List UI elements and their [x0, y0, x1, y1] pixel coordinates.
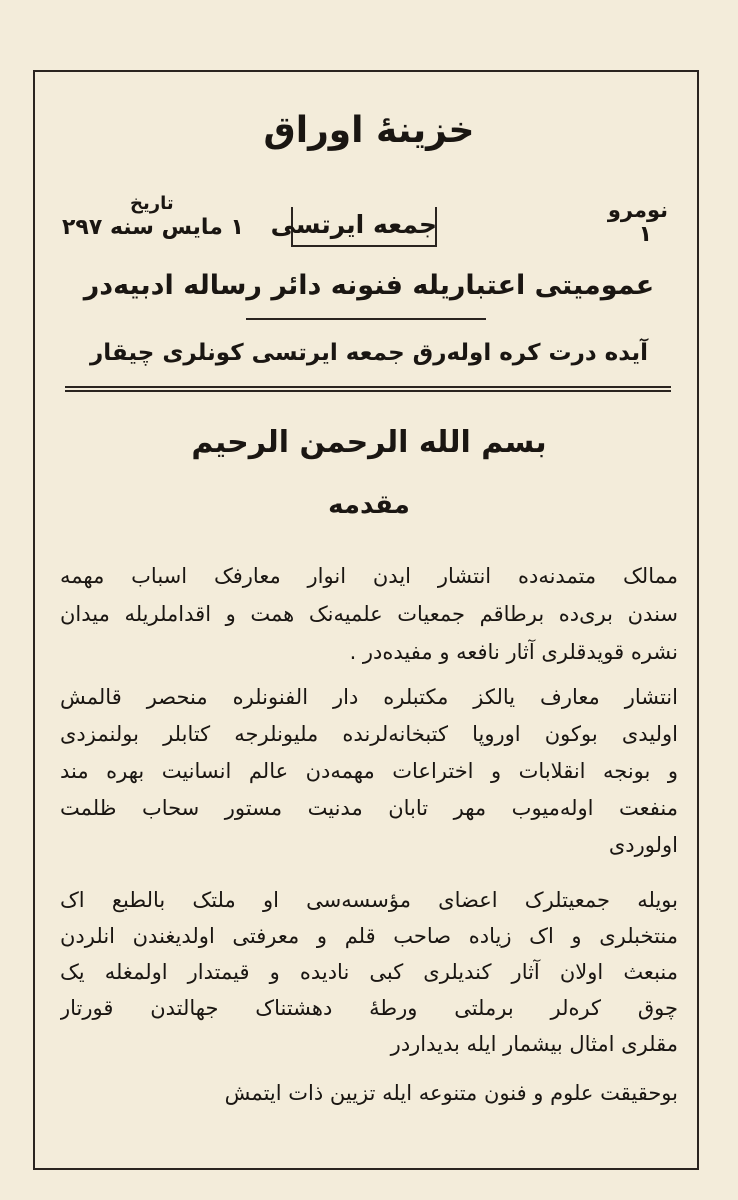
- issue-label: نومرو: [607, 198, 668, 222]
- paragraph-4-line-1: بوحقیقت علوم و فنون متنوعه ایله تزیین ذات ایتمش: [224, 1081, 678, 1105]
- paragraph-3-line-4: چوق کره‌لر برملتی ورطهٔ دهشتناک جهالتدن قورتار: [60, 996, 678, 1020]
- paragraph-2-line-5: اولوردی: [608, 833, 678, 857]
- issue-number: ١: [638, 222, 652, 247]
- paragraph-3-line-1: بویله جمعیتلرک اعضای مؤسسه‌سی او ملتک بالطبع اک: [60, 888, 678, 912]
- paragraph-1-line-2: سندن بری‌ده برطاقم جمعیات علمیه‌نک همت و اقداملریله میدان: [60, 602, 678, 626]
- subtitle: عمومیتی اعتباریله فنونه دائر رساله ادبیه‌در: [83, 270, 655, 301]
- section-heading: مقدمه: [328, 490, 410, 520]
- publication-frequency: آیده درت کره اوله‌رق جمعه ایرتسی کونلری چیقار: [89, 340, 649, 366]
- paragraph-3-line-5: مقلری امثال بیشمار ایله بدیداردر: [390, 1032, 678, 1056]
- paragraph-2-line-4: منفعت اوله‌میوب مهر تابان مدنیت مستور سحاب ظلمت: [60, 796, 678, 820]
- basmala: بسم الله الرحمن الرحیم: [191, 425, 547, 460]
- date-text: ١ مایس سنه ٢٩٧: [62, 215, 244, 240]
- paragraph-1-line-3: نشره قویدقلری آثار نافعه و مفیده‌در .: [349, 640, 678, 664]
- paragraph-2-line-2: اولیدی بوکون اوروپا کتبخانه‌لرنده ملیونلرجه کتابلر بولنمزدی: [60, 722, 678, 746]
- paragraph-2-line-1: انتشار معارف یالکز مکتبلره دار الفنونلره منحصر قالمش: [60, 685, 678, 709]
- masthead-title: خزینهٔ اوراق: [263, 110, 475, 151]
- date-label: تاریخ: [130, 193, 174, 214]
- subtitle-underline: [246, 318, 486, 320]
- day-text: جمعه ایرتسی: [270, 210, 437, 239]
- paragraph-2-line-3: و بونجه انقلابات و اختراعات مهمه‌دن عالم انسانیت بهره مند: [60, 759, 678, 783]
- header-double-rule: [65, 386, 671, 392]
- paragraph-3-line-3: منبعث اولان آثار کندیلری کبی نادیده و قیمتدار اولمغله یک: [60, 960, 678, 984]
- paragraph-1-line-1: ممالک متمدنه‌ده انتشار ایدن انوار معارفک اسباب مهمه‌: [60, 564, 678, 588]
- paragraph-3-line-2: منتخبلری و اک زیاده صاحب قلم و معرفتی اولدیغندن انلردن: [60, 924, 678, 948]
